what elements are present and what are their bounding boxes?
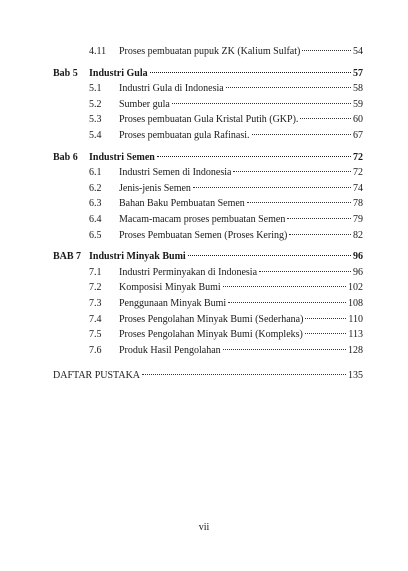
section-title: Produk Hasil Pengolahan: [119, 344, 221, 356]
page-number: 113: [348, 329, 363, 341]
dot-leader: [223, 286, 346, 287]
dot-leader: [228, 302, 346, 303]
page-number: 82: [353, 229, 363, 241]
toc-entry: [53, 97, 363, 113]
dot-leader: [193, 187, 351, 188]
dot-leader: [305, 318, 346, 319]
section-title: Proses pembuatan pupuk ZK (Kalium Sulfat): [119, 46, 301, 57]
dot-leader: [287, 218, 351, 219]
section-title: Industri Gula di Indonesia: [119, 83, 224, 95]
dot-leader: [142, 374, 346, 375]
section-number: 6.2: [89, 182, 102, 194]
chapter-heading: [53, 249, 363, 265]
toc-entry: [53, 265, 363, 281]
toc-entry: [53, 296, 363, 312]
dot-leader: [150, 72, 351, 73]
section-title: Proses pembuatan gula Rafinasi.: [119, 129, 250, 141]
toc-entry: [53, 312, 363, 328]
section-title: Macam-macam proses pembuatan Semen: [119, 213, 286, 225]
chapter-label: BAB 7: [53, 251, 82, 263]
page-footer-number: vii: [198, 522, 210, 533]
section-title: Komposisi Minyak Bumi: [119, 282, 221, 294]
page-number: 108: [348, 297, 363, 309]
section-number: 7.2: [89, 282, 102, 294]
page-number: 57: [353, 67, 363, 79]
section-number: 6.3: [89, 198, 102, 210]
table-of-contents: [53, 44, 363, 384]
page-number: 59: [353, 98, 363, 110]
section-title: Industri Semen di Indonesia: [119, 167, 232, 179]
page-number: 79: [353, 213, 363, 225]
page-number: 128: [348, 344, 363, 356]
toc-entry: [53, 228, 363, 244]
bibliography-entry: [53, 368, 363, 384]
section-title: Proses Pembuatan Semen (Proses Kering): [119, 229, 288, 241]
section-title: Proses Pengolahan Minyak Bumi (Sederhana): [119, 313, 304, 325]
section-number: 6.1: [89, 167, 102, 179]
page-number: 60: [353, 114, 363, 126]
chapter-title: Industri Gula: [89, 67, 148, 79]
chapter-heading: [53, 66, 363, 82]
section-title: Penggunaan Minyak Bumi: [119, 297, 227, 309]
dot-leader: [157, 156, 351, 157]
section-number: 6.4: [89, 213, 102, 225]
section-number: 7.5: [89, 329, 102, 341]
dot-leader: [302, 50, 351, 51]
page-number: 78: [353, 198, 363, 210]
toc-entry: [53, 44, 363, 60]
chapter-label: Bab 6: [53, 151, 78, 163]
page-number: 96: [353, 266, 363, 278]
page-number: 58: [353, 83, 363, 95]
page-number: 96: [353, 251, 363, 263]
section-title: Sumber gula: [119, 98, 170, 110]
section-number: 7.4: [89, 313, 102, 325]
toc-entry: [53, 165, 363, 181]
page-number: 54: [353, 46, 363, 57]
dot-leader: [226, 87, 351, 88]
dot-leader: [259, 271, 351, 272]
toc-entry: [53, 81, 363, 97]
bibliography-title: DAFTAR PUSTAKA: [53, 370, 141, 382]
toc-entry: [53, 181, 363, 197]
section-number: 7.1: [89, 266, 102, 278]
dot-leader: [223, 349, 346, 350]
dot-leader: [252, 134, 351, 135]
page-number: 102: [348, 282, 363, 294]
section-number: 5.2: [89, 98, 102, 110]
section-title: Jenis-jenis Semen: [119, 182, 191, 194]
page-number: 67: [353, 129, 363, 141]
chapter-title: Industri Minyak Bumi: [89, 251, 186, 263]
toc-entry: [53, 212, 363, 228]
toc-entry: [53, 343, 363, 359]
dot-leader: [300, 118, 351, 119]
section-title: Proses pembuatan Gula Kristal Putih (GKP).: [119, 114, 299, 126]
chapter-label: Bab 5: [53, 67, 78, 79]
section-number: 6.5: [89, 229, 102, 241]
dot-leader: [247, 202, 351, 203]
page-number: 74: [353, 182, 363, 194]
section-title: Bahan Baku Pembuatan Semen: [119, 198, 245, 210]
page-number: 135: [348, 370, 363, 382]
section-number: 5.4: [89, 129, 102, 141]
page-number: 110: [348, 313, 363, 325]
chapter-heading: [53, 150, 363, 166]
toc-entry: [53, 327, 363, 343]
section-title: Proses Pengolahan Minyak Bumi (Kompleks): [119, 329, 303, 341]
dot-leader: [289, 234, 351, 235]
dot-leader: [172, 103, 351, 104]
page-number: 72: [353, 151, 363, 163]
section-number: 5.1: [89, 83, 102, 95]
dot-leader: [188, 255, 351, 256]
page-number: 72: [353, 167, 363, 179]
chapter-title: Industri Semen: [89, 151, 155, 163]
section-title: Industri Perminyakan di Indonesia: [119, 266, 258, 278]
dot-leader: [233, 171, 351, 172]
dot-leader: [305, 333, 346, 334]
toc-entry: [53, 196, 363, 212]
section-number: 7.3: [89, 297, 102, 309]
toc-entry: [53, 280, 363, 296]
toc-entry: [53, 112, 363, 128]
toc-entry: [53, 128, 363, 144]
section-number: 5.3: [89, 114, 102, 126]
section-number: 4.11: [89, 46, 107, 57]
section-number: 7.6: [89, 344, 102, 356]
